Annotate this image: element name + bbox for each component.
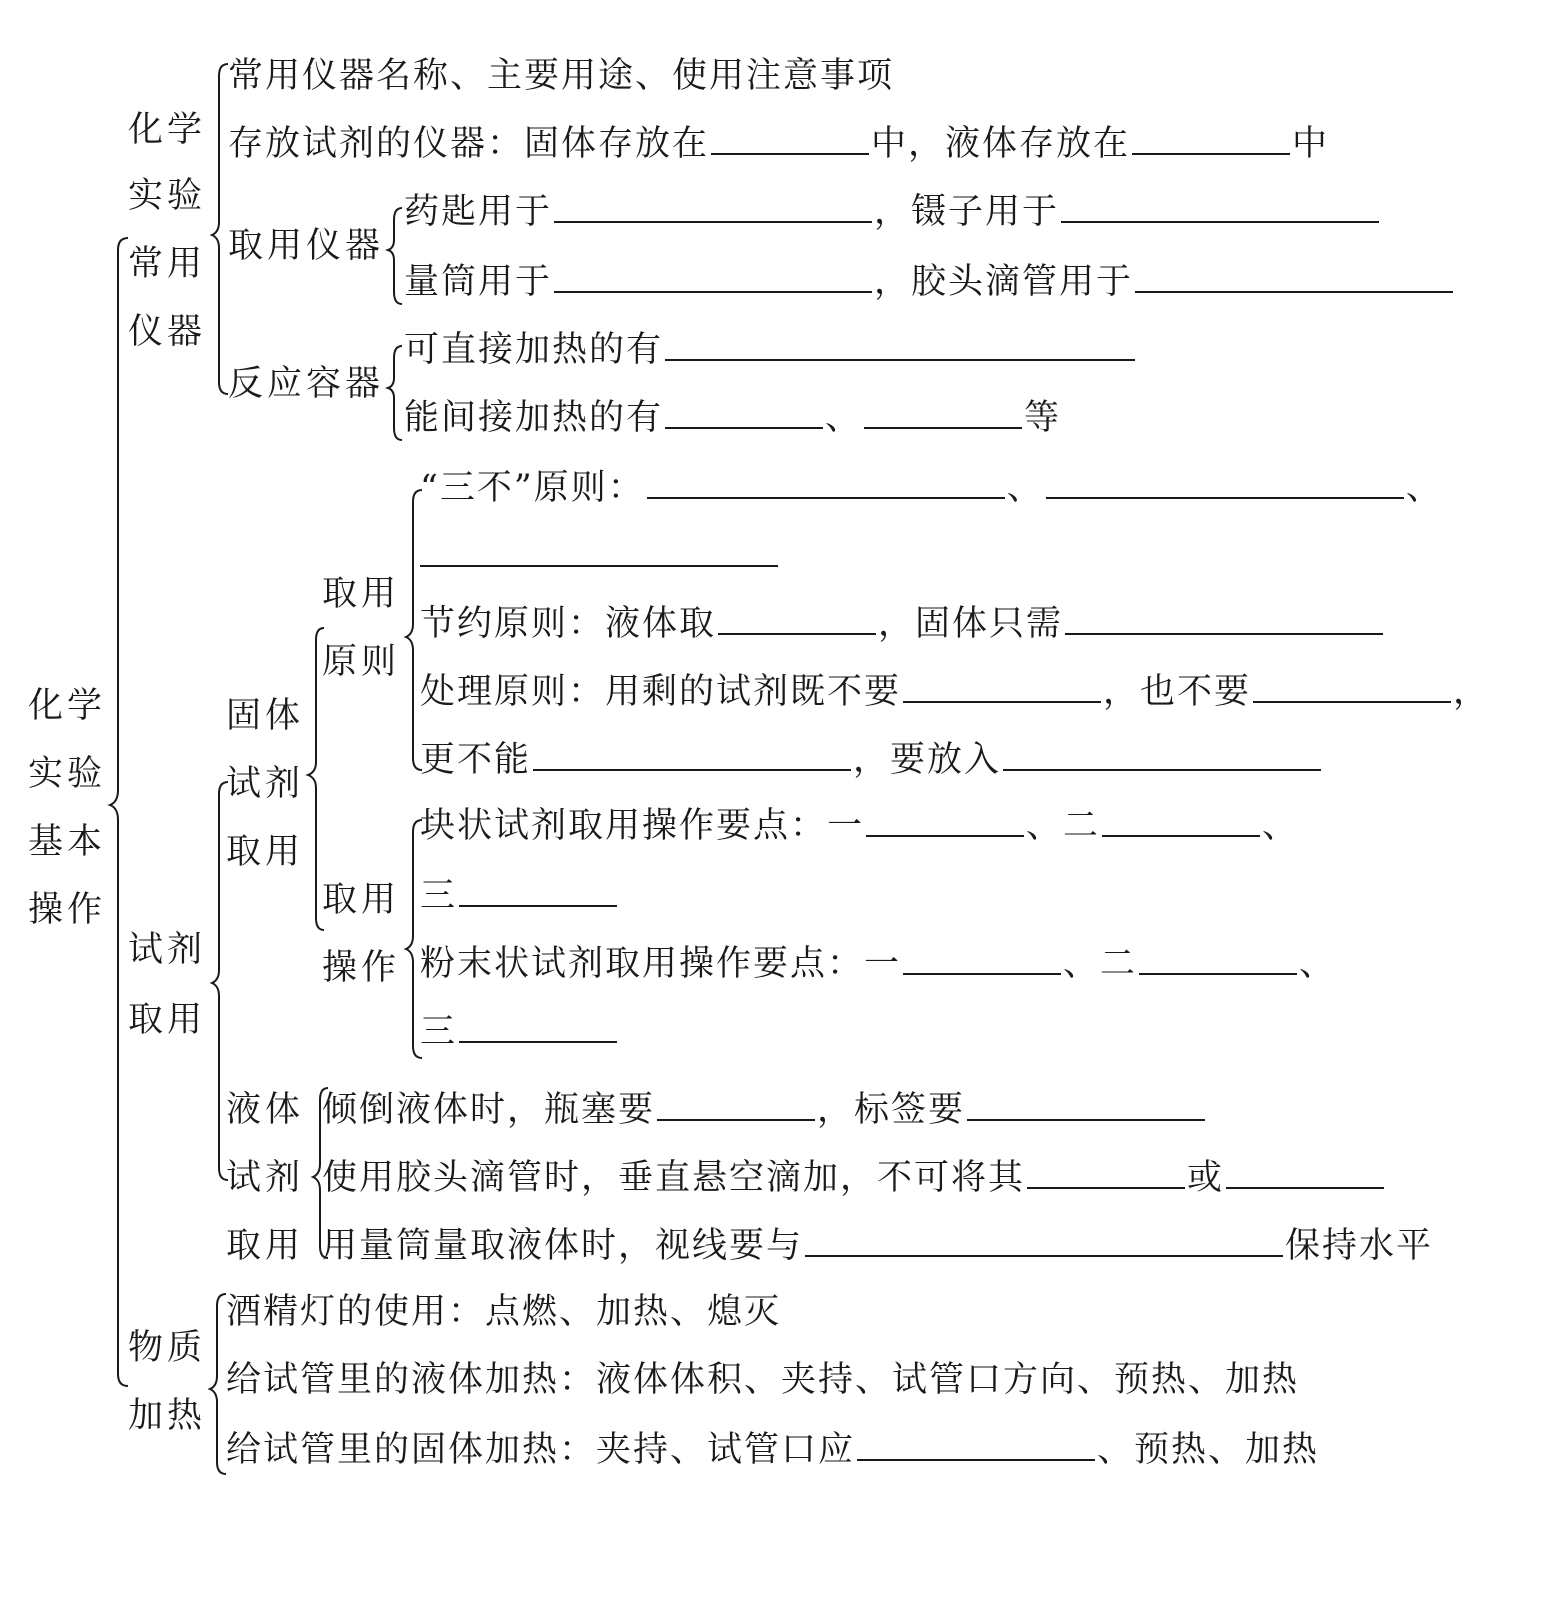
- handle-blank-1[interactable]: [903, 677, 1101, 703]
- handle-text-b: ，也不要: [1103, 672, 1252, 712]
- reagent-label-2: 取用: [128, 1000, 207, 1040]
- handle-line-2: [420, 740, 1323, 780]
- instruments-line-names: 常用仪器名称、主要用途、使用注意事项: [228, 56, 895, 96]
- handle-text-c: 更不能: [420, 740, 532, 780]
- three-no-sep-2: 、: [1405, 468, 1443, 508]
- save-text-b: ，固体只需: [878, 604, 1064, 644]
- block-three: 三: [420, 876, 458, 916]
- save-liquid-blank[interactable]: [718, 609, 876, 635]
- storage-mid: 中，液体存放在: [871, 124, 1131, 164]
- storage-prefix: 存放试剂的仪器：固体存放在: [228, 124, 710, 164]
- three-no-line: [420, 468, 1443, 508]
- reaction-direct-blank[interactable]: [665, 335, 1135, 361]
- heating-brace: [210, 1294, 226, 1474]
- pour-text-b: ，标签要: [817, 1090, 966, 1130]
- block-line-2: [420, 876, 619, 916]
- powder-blank-3[interactable]: [459, 1017, 617, 1043]
- powder-sep: 、: [1299, 944, 1337, 984]
- taking-label: 取用仪器: [228, 226, 385, 266]
- save-text-a: 节约原则：液体取: [420, 604, 717, 644]
- operation-label-1: 取用: [322, 880, 401, 920]
- block-line: [420, 806, 1299, 846]
- powder-text: 粉末状试剂取用操作要点：一: [420, 944, 902, 984]
- liquid-heat-line: 给试管里的液体加热：液体体积、夹持、试管口方向、预热、加热: [226, 1360, 1300, 1400]
- operation-label-2: 操作: [322, 948, 401, 988]
- powder-two: 、二: [1063, 944, 1138, 984]
- cylinder-line: [322, 1226, 1433, 1266]
- principle-label-1: 取用: [322, 574, 401, 614]
- taking-line-2: [404, 262, 1455, 302]
- reagent-label-1: 试剂: [128, 930, 207, 970]
- pour-line: [322, 1090, 1207, 1130]
- taking-line-1: [404, 192, 1381, 232]
- instruments-label-2: 实验: [128, 176, 207, 216]
- cylinder-text-b: 保持水平: [1285, 1226, 1434, 1266]
- spoon-blank[interactable]: [554, 197, 872, 223]
- tweezers-text: ，镊子用于: [874, 192, 1060, 232]
- instruments-label-4: 仪器: [128, 312, 207, 352]
- pour-blank-1[interactable]: [657, 1095, 815, 1121]
- three-no-blank-3[interactable]: [420, 541, 778, 567]
- solid-heat-text-b: 、预热、加热: [1097, 1430, 1320, 1470]
- cylinder-view-blank[interactable]: [805, 1231, 1283, 1257]
- block-blank-3[interactable]: [459, 881, 617, 907]
- block-two: 、二: [1026, 806, 1101, 846]
- liquid-label-2: 试剂: [226, 1158, 305, 1198]
- reaction-brace: [388, 346, 402, 440]
- three-no-sep-1: 、: [1006, 468, 1044, 508]
- reaction-direct-line: [404, 330, 1137, 370]
- liquid-dropper-text-b: 或: [1187, 1158, 1225, 1198]
- save-line: [420, 604, 1385, 644]
- storage-solid-blank[interactable]: [711, 129, 869, 155]
- solid-heat-line: [226, 1430, 1319, 1470]
- taking-brace: [388, 208, 402, 304]
- block-blank-2[interactable]: [1102, 811, 1260, 837]
- handle-text-d: ，要放入: [853, 740, 1002, 780]
- reaction-indirect-blank-1[interactable]: [665, 403, 823, 429]
- three-no-line-2: [420, 536, 780, 576]
- liquid-label-1: 液体: [226, 1090, 305, 1130]
- handle-text-a: 处理原则：用剩的试剂既不要: [420, 672, 902, 712]
- three-no-blank-1[interactable]: [647, 473, 1005, 499]
- heating-label-2: 加热: [128, 1396, 207, 1436]
- reaction-label: 反应容器: [228, 364, 385, 404]
- reaction-indirect-text: 能间接加热的有: [404, 398, 664, 438]
- handle-blank-3[interactable]: [533, 745, 851, 771]
- spoon-text: 药匙用于: [404, 192, 553, 232]
- solid-label-1: 固体: [226, 696, 305, 736]
- dropper-blank[interactable]: [1135, 267, 1453, 293]
- powder-line-2: [420, 1012, 619, 1052]
- root-label-1: 化学: [28, 686, 107, 726]
- handle-blank-2[interactable]: [1253, 677, 1451, 703]
- handle-blank-4[interactable]: [1003, 745, 1321, 771]
- storage-line: [228, 124, 1329, 164]
- instruments-brace: [212, 64, 228, 394]
- heating-label-1: 物质: [128, 1328, 207, 1368]
- three-no-text: “三不”原则：: [420, 468, 645, 508]
- powder-three: 三: [420, 1012, 458, 1052]
- powder-blank-1[interactable]: [903, 949, 1061, 975]
- storage-suffix: 中: [1292, 124, 1330, 164]
- reaction-indirect-end: 等: [1024, 398, 1062, 438]
- liquid-dropper-blank-1[interactable]: [1027, 1163, 1185, 1189]
- reaction-indirect-line: [404, 398, 1061, 438]
- root-brace: [110, 238, 128, 1386]
- reaction-indirect-blank-2[interactable]: [864, 403, 1022, 429]
- instruments-label-3: 常用: [128, 244, 207, 284]
- dropper-line: [322, 1158, 1386, 1198]
- storage-liquid-blank[interactable]: [1132, 129, 1290, 155]
- pour-text-a: 倾倒液体时，瓶塞要: [322, 1090, 656, 1130]
- liquid-label-3: 取用: [226, 1226, 305, 1266]
- handle-comma: ，: [1453, 672, 1491, 712]
- principle-label-2: 原则: [322, 642, 401, 682]
- instruments-label-1: 化学: [128, 110, 207, 150]
- handle-line-1: [420, 672, 1490, 712]
- cylinder-text-a: 用量筒量取液体时，视线要与: [322, 1226, 804, 1266]
- solid-label-2: 试剂: [226, 764, 305, 804]
- three-no-blank-2[interactable]: [1046, 473, 1404, 499]
- solid-label-3: 取用: [226, 832, 305, 872]
- cylinder-text: 量筒用于: [404, 262, 553, 302]
- root-label-3: 基本: [28, 822, 107, 862]
- root-label-4: 操作: [28, 890, 107, 930]
- block-sep: 、: [1262, 806, 1300, 846]
- reaction-indirect-sep: 、: [825, 398, 863, 438]
- cylinder-blank[interactable]: [554, 267, 872, 293]
- powder-line: [420, 944, 1336, 984]
- powder-blank-2[interactable]: [1139, 949, 1297, 975]
- tweezers-blank[interactable]: [1061, 197, 1379, 223]
- block-blank-1[interactable]: [866, 811, 1024, 837]
- block-text: 块状试剂取用操作要点：一: [420, 806, 865, 846]
- reaction-direct-text: 可直接加热的有: [404, 330, 664, 370]
- dropper-text: ，胶头滴管用于: [874, 262, 1134, 302]
- liquid-dropper-blank-2[interactable]: [1226, 1163, 1384, 1189]
- solid-heat-blank[interactable]: [857, 1435, 1095, 1461]
- solid-heat-text-a: 给试管里的固体加热：夹持、试管口应: [226, 1430, 856, 1470]
- root-label-2: 实验: [28, 754, 107, 794]
- save-solid-blank[interactable]: [1065, 609, 1383, 635]
- pour-blank-2[interactable]: [967, 1095, 1205, 1121]
- liquid-dropper-text-a: 使用胶头滴管时，垂直悬空滴加，不可将其: [322, 1158, 1026, 1198]
- lamp-line: 酒精灯的使用：点燃、加热、熄灭: [226, 1292, 782, 1332]
